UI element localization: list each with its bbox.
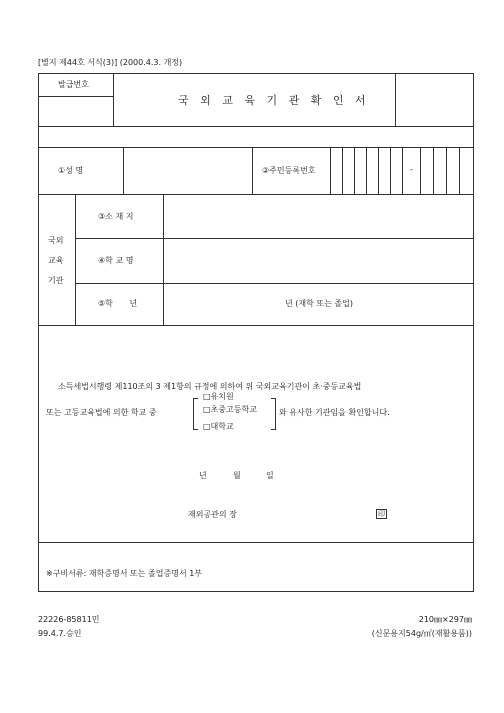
divider	[75, 194, 76, 325]
option-university: □대학교	[203, 422, 234, 431]
divider	[123, 147, 124, 194]
address-label: ③소 재 지	[98, 212, 134, 221]
issue-number-label: 발급번호	[58, 80, 89, 89]
option-primary-secondary: □초중고등학교	[203, 405, 257, 414]
divider	[330, 147, 331, 194]
id-dash: -	[410, 165, 413, 174]
divider	[75, 283, 474, 284]
date-month: 월	[233, 471, 241, 480]
footer-size: 210㎜×297㎜	[418, 615, 472, 624]
form-number: [별지 제44호 서식(3)] (2000.4.3. 개정)	[38, 58, 183, 67]
option-kindergarten: □유치원	[203, 392, 234, 401]
school-name-label: ④학 교 명	[98, 256, 134, 265]
page-title: 국 외 교 육 기 관 확 인 서	[178, 94, 370, 107]
divider	[38, 147, 474, 148]
body-line-2-prefix: 또는 고등교육법에 의한 학교 중	[46, 408, 157, 417]
id-cell-divider	[354, 147, 355, 194]
id-cell-divider	[459, 147, 460, 194]
divider	[38, 194, 474, 195]
required-documents-note: ※구비서류: 재학증명서 또는 졸업증명서 1부	[46, 569, 203, 578]
id-cell-divider	[433, 147, 434, 194]
seal-mark: 印	[378, 510, 385, 518]
footer-approval: 99.4.7.승인	[38, 629, 82, 638]
footer-code: 22226-85811민	[38, 615, 100, 624]
id-cell-divider	[402, 147, 403, 194]
divider	[38, 96, 113, 97]
date-day: 일	[266, 471, 274, 480]
divider	[38, 325, 474, 326]
id-cell-divider	[446, 147, 447, 194]
option-bracket-left	[193, 398, 198, 430]
grade-label: ⑤학 년	[98, 299, 138, 308]
divider	[163, 194, 164, 325]
divider	[252, 147, 253, 194]
body-line-2-suffix: 와 유사한 기관임을 확인합니다.	[279, 408, 390, 417]
divider	[38, 126, 474, 127]
name-label: ①성 명	[58, 166, 84, 175]
id-cell-divider	[366, 147, 367, 194]
signature-label: 재외공관의 장	[188, 510, 237, 519]
id-cell-divider	[378, 147, 379, 194]
id-number-label: ②주민등록번호	[262, 166, 316, 175]
id-cell-divider	[390, 147, 391, 194]
form-frame	[38, 73, 474, 592]
body-line-1: 소득세법시행령 제110조의 3 제1항의 규정에 의하여 위 국외교육기관이 초·중등교육법	[58, 382, 362, 391]
divider	[113, 73, 114, 126]
footer-paper: (신문용지54g/㎡(재활용품))	[371, 629, 472, 638]
option-bracket-right	[271, 398, 276, 430]
grade-value: 년 (재학 또는 졸업)	[285, 299, 353, 308]
date-year: 년	[199, 471, 207, 480]
id-cell-divider	[420, 147, 421, 194]
id-cell-divider	[342, 147, 343, 194]
divider	[38, 542, 474, 543]
institution-side-label: 기관	[48, 276, 64, 285]
divider	[75, 238, 474, 239]
institution-side-label: 교육	[48, 256, 64, 265]
institution-side-label: 국외	[48, 236, 64, 245]
divider	[395, 73, 396, 126]
